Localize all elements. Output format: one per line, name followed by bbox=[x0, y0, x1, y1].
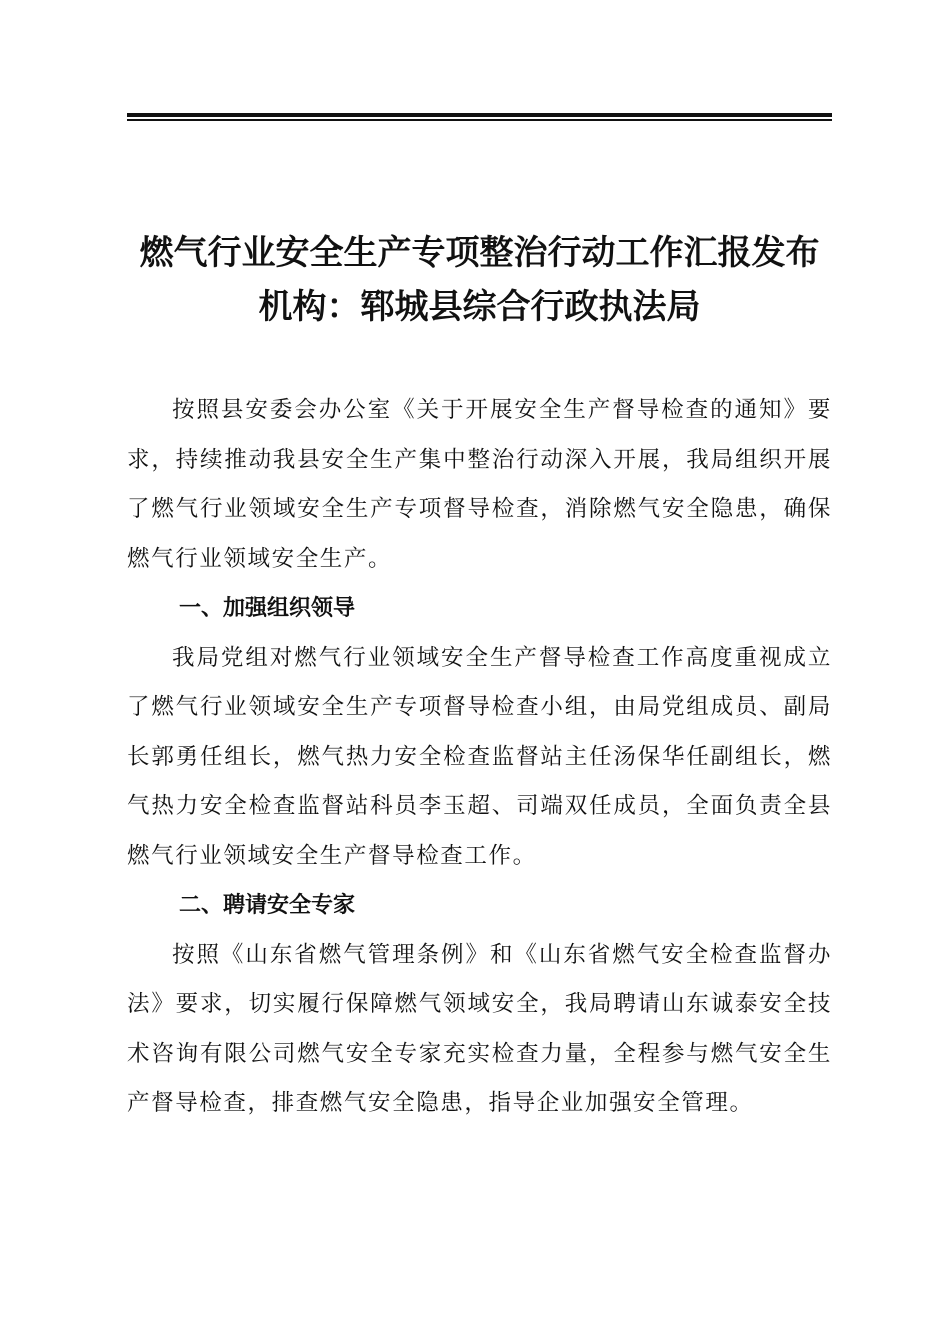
intro-paragraph: 按照县安委会办公室《关于开展安全生产督导检查的通知》要求，持续推动我县安全生产集中整治行动深入开展，我局组织开展了燃气行业领域安全生产专项督导检查，消除燃气安全隐患，确保燃气行业领域安全生产。 bbox=[127, 397, 832, 572]
header-rule-thin bbox=[127, 119, 832, 121]
document-title bbox=[127, 226, 832, 334]
title-line-1: 燃气行业安全生产专项整治行动工作汇报发布 bbox=[139, 233, 820, 273]
document-body bbox=[127, 386, 832, 1129]
title-line-2: 机构：郓城县综合行政执法局 bbox=[258, 287, 701, 327]
header-double-rule bbox=[127, 113, 832, 121]
section-1-paragraph: 我局党组对燃气行业领域安全生产督导检查工作高度重视成立了燃气行业领域安全生产专项督导检查小组，由局党组成员、副局长郭勇任组长，燃气热力安全检查监督站主任汤保华任副组长，燃气热力安全检查监督站科员李玉超、司端双任成员，全面负责全县燃气行业领域安全生产督导检查工作。 bbox=[127, 644, 832, 869]
section-2-paragraph: 按照《山东省燃气管理条例》和《山东省燃气安全检查监督办法》要求，切实履行保障燃气领域安全，我局聘请山东诚泰安全技术咨询有限公司燃气安全专家充实检查力量，全程参与燃气安全生产督导检查，排查燃气安全隐患，指导企业加强安全管理。 bbox=[127, 941, 832, 1116]
section-2-heading: 二、聘请安全专家 bbox=[179, 893, 356, 918]
section-1-heading: 一、加强组织领导 bbox=[179, 596, 356, 621]
